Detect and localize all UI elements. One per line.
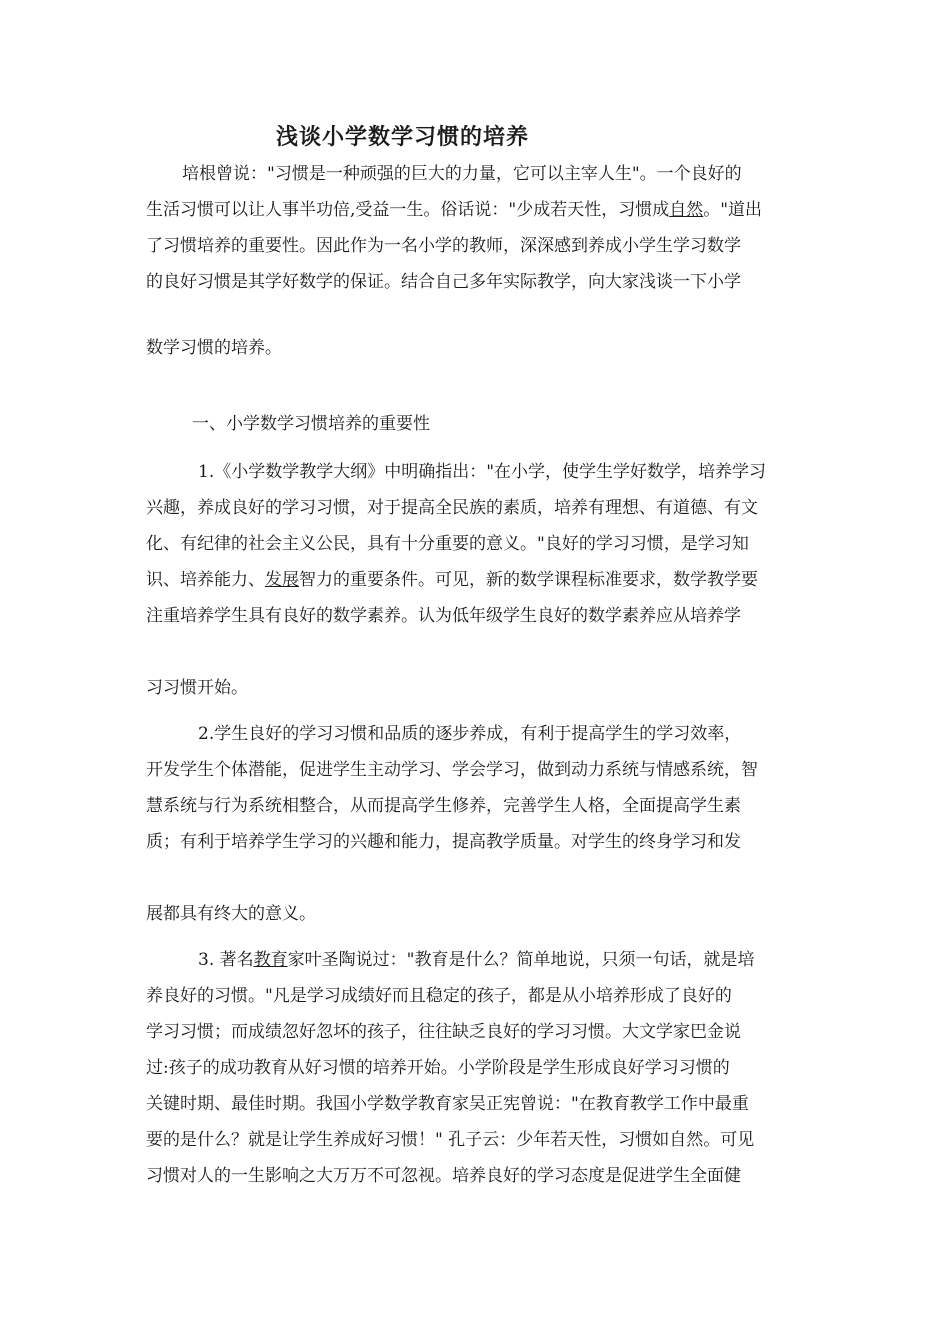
link-ziran[interactable]: 自然 [669,200,704,220]
text-line: 展都具有终大的意义。 [146,904,316,924]
paragraph-1-end [146,670,806,706]
text-line: 质；有利于培养学生学习的兴趣和能力，提高教学质量。对学生的终身学习和发 [146,832,741,852]
text-line: 习惯对人的一生影响之大万万不可忽视。培养良好的学习态度是促进学生全面健 [146,1166,741,1186]
text-line: 要的是什么？就是让学生养成好习惯！" 孔子云：少年若天性，习惯如自然。可见 [146,1130,755,1150]
text-line: 识、培养能力、发展智力的重要条件。可见，新的数学课程标准要求，数学教学要 [146,570,758,590]
text-line: 1.《小学数学教学大纲》中明确指出："在小学，使学生学好数学，培养学习 [198,462,767,482]
text-line: 培根曾说："习惯是一种顽强的巨大的力量，它可以主宰人生"。一个良好的 [182,164,742,184]
paragraph-1 [146,454,806,634]
section-heading-text: 一、小学数学习惯培养的重要性 [192,414,430,434]
section-heading [146,406,806,442]
text-line: 注重培养学生具有良好的数学素养。认为低年级学生良好的数学素养应从培养学 [146,606,741,626]
link-fazhan[interactable]: 发展 [265,570,299,590]
text-line: 生活习惯可以让人事半功倍,受益一生。俗话说："少成若天性，习惯成自然。"道出 [146,200,763,220]
text-line: 了习惯培养的重要性。因此作为一名小学的教师，深深感到养成小学生学习数学 [146,236,741,256]
text-line: 养良好的习惯。"凡是学习成绩好而且稳定的孩子，都是从小培养形成了良好的 [146,986,732,1006]
text-line: 数学习惯的培养。 [146,338,282,358]
link-jiaoyu[interactable]: 教育 [253,950,288,970]
text-line: 慧系统与行为系统相整合，从而提高学生修养，完善学生人格，全面提高学生素 [146,796,741,816]
text-line: 关键时期、最佳时期。我国小学数学教育家吴正宪曾说："在教育教学工作中最重 [146,1094,749,1114]
text-line: 开发学生个体潜能，促进学生主动学习、学会学习，做到动力系统与情感系统，智 [146,760,758,780]
text-line: 过:孩子的成功教育从好习惯的培养开始。小学阶段是学生形成良好学习习惯的 [146,1058,730,1078]
paragraph-2 [146,716,806,860]
text-line: 习习惯开始。 [146,678,248,698]
document-title: 浅谈小学数学习惯的培养 [276,124,530,150]
text-line: 3. 著名教育家叶圣陶说过："教育是什么？简单地说，只须一句话，就是培 [198,950,755,970]
text-line: 2.学生良好的学习习惯和品质的逐步养成，有利于提高学生的学习效率， [198,724,742,744]
paragraph-2-end [146,896,806,932]
intro-paragraph [146,156,806,300]
text-line: 化、有纪律的社会主义公民，具有十分重要的意义。"良好的学习习惯，是学习知 [146,534,749,554]
paragraph-3 [146,942,806,1194]
text-line: 的良好习惯是其学好数学的保证。结合自己多年实际教学，向大家浅谈一下小学 [146,272,741,292]
intro-paragraph-end [146,330,806,366]
text-line: 学习习惯；而成绩忽好忽坏的孩子，往往缺乏良好的学习习惯。大文学家巴金说 [146,1022,741,1042]
text-line: 兴趣，养成良好的学习习惯，对于提高全民族的素质，培养有理想、有道德、有文 [146,498,758,518]
